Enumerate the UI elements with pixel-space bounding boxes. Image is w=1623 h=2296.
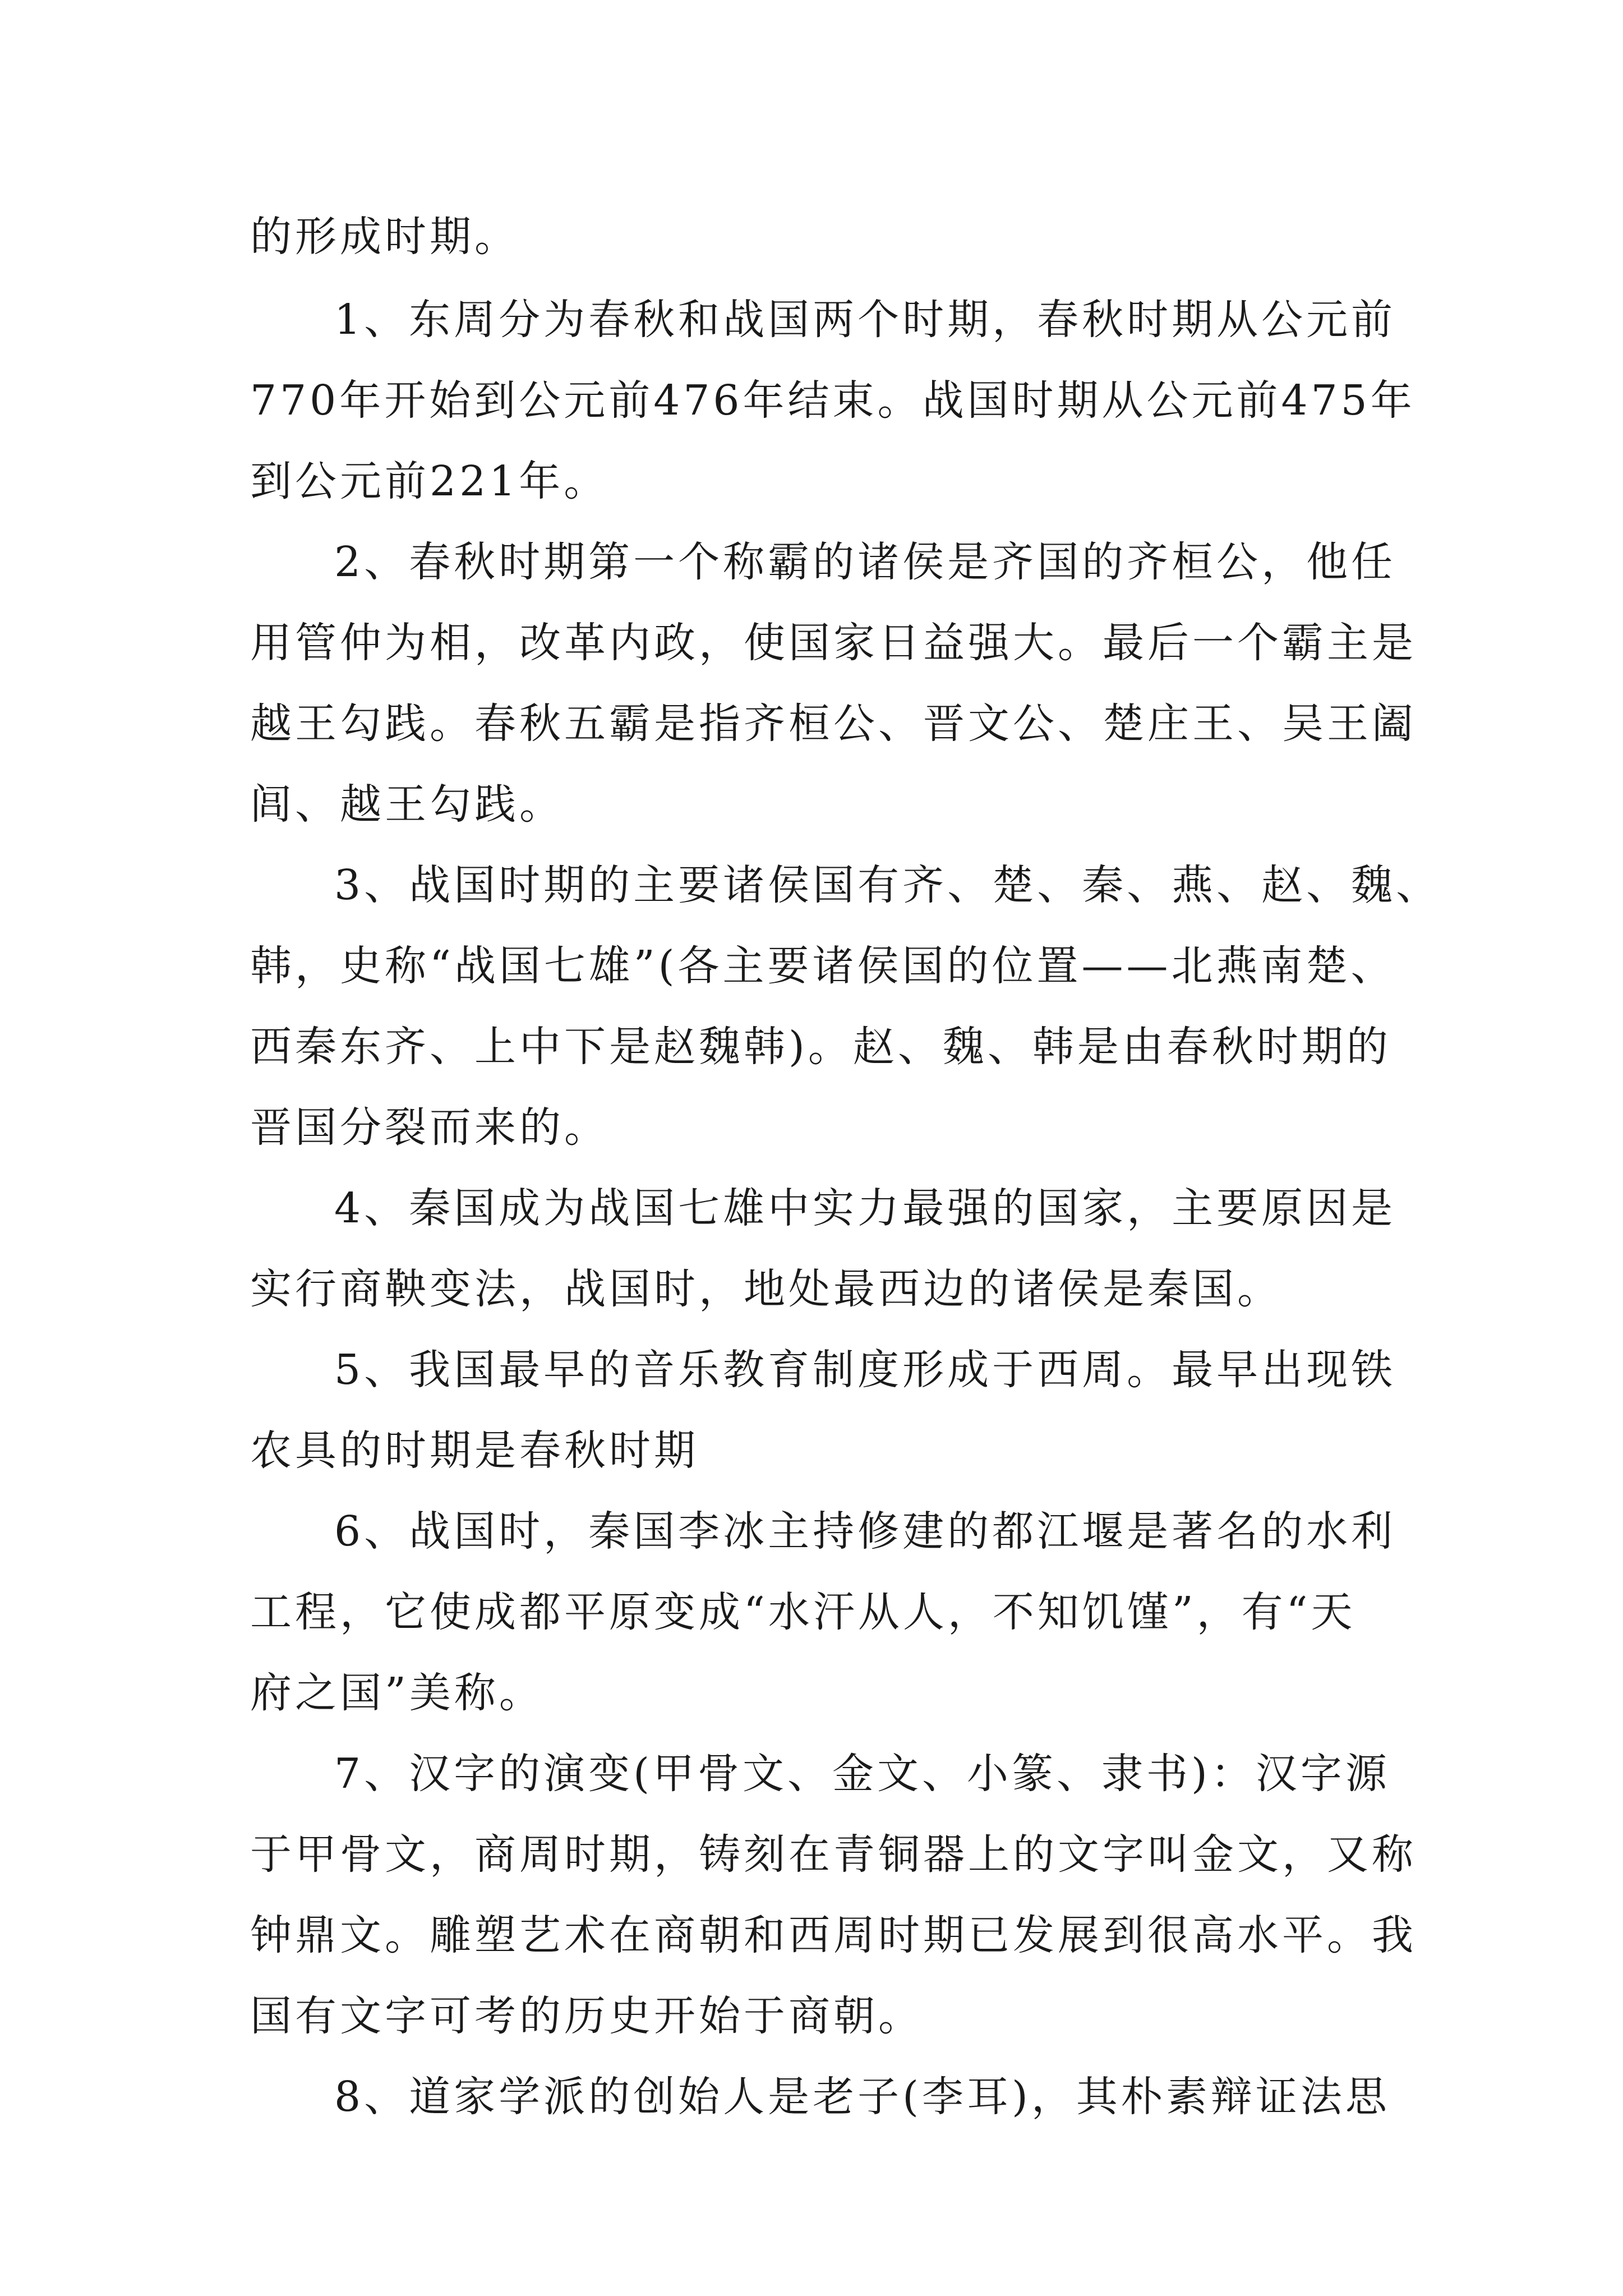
text-line: 闾、越王勾践。	[250, 780, 564, 829]
text-line: 用管仲为相，改革内政，使国家日益强大。最后一个霸主是	[250, 619, 1417, 667]
text-line: 晋国分裂而来的。	[250, 1103, 609, 1152]
paragraph-2-line: 2、春秋时期第一个称霸的诸侯是齐国的齐桓公，他任	[334, 538, 1396, 586]
paragraph-8-line: 8、道家学派的创始人是老子(李耳)，其朴素辩证法思	[334, 2073, 1390, 2121]
text-line: 府之国”美称。	[250, 1669, 544, 1717]
text-line: 到公元前221年。	[250, 457, 609, 505]
paragraph-1-line: 1、东周分为春秋和战国两个时期，春秋时期从公元前	[334, 296, 1396, 344]
text-line: 国有文字可考的历史开始于商朝。	[250, 1992, 923, 2040]
paragraph-5-line: 5、我国最早的音乐教育制度形成于西周。最早出现铁	[334, 1346, 1396, 1394]
text-line: 越王勾践。春秋五霸是指齐桓公、晋文公、楚庄王、吴王阖	[250, 700, 1417, 748]
text-line: 农具的时期是春秋时期	[250, 1427, 699, 1475]
text-line: 钟鼎文。雕塑艺术在商朝和西周时期已发展到很高水平。我	[250, 1911, 1417, 1959]
paragraph-4-line: 4、秦国成为战国七雄中实力最强的国家，主要原因是	[334, 1184, 1396, 1232]
text-line: 的形成时期。	[250, 213, 519, 261]
paragraph-3-line: 3、战国时期的主要诸侯国有齐、楚、秦、燕、赵、魏、	[334, 861, 1441, 909]
paragraph-7-line: 7、汉字的演变(甲骨文、金文、小篆、隶书)：汉字源	[334, 1750, 1390, 1798]
text-line: 韩，史称“战国七雄”(各主要诸侯国的位置——北燕南楚、	[250, 942, 1396, 990]
paragraph-6-line: 6、战国时，秦国李冰主持修建的都江堰是著名的水利	[334, 1507, 1396, 1556]
text-line: 实行商鞅变法，战国时，地处最西边的诸侯是秦国。	[250, 1265, 1282, 1313]
text-line: 工程，它使成都平原变成“水汗从人，不知饥馑”，有“天	[250, 1588, 1356, 1636]
text-line: 770年开始到公元前476年结束。战国时期从公元前475年	[250, 376, 1415, 425]
text-line: 于甲骨文，商周时期，铸刻在青铜器上的文字叫金文，又称	[250, 1830, 1417, 1879]
text-line: 西秦东齐、上中下是赵魏韩)。赵、魏、韩是由春秋时期的	[250, 1023, 1391, 1071]
